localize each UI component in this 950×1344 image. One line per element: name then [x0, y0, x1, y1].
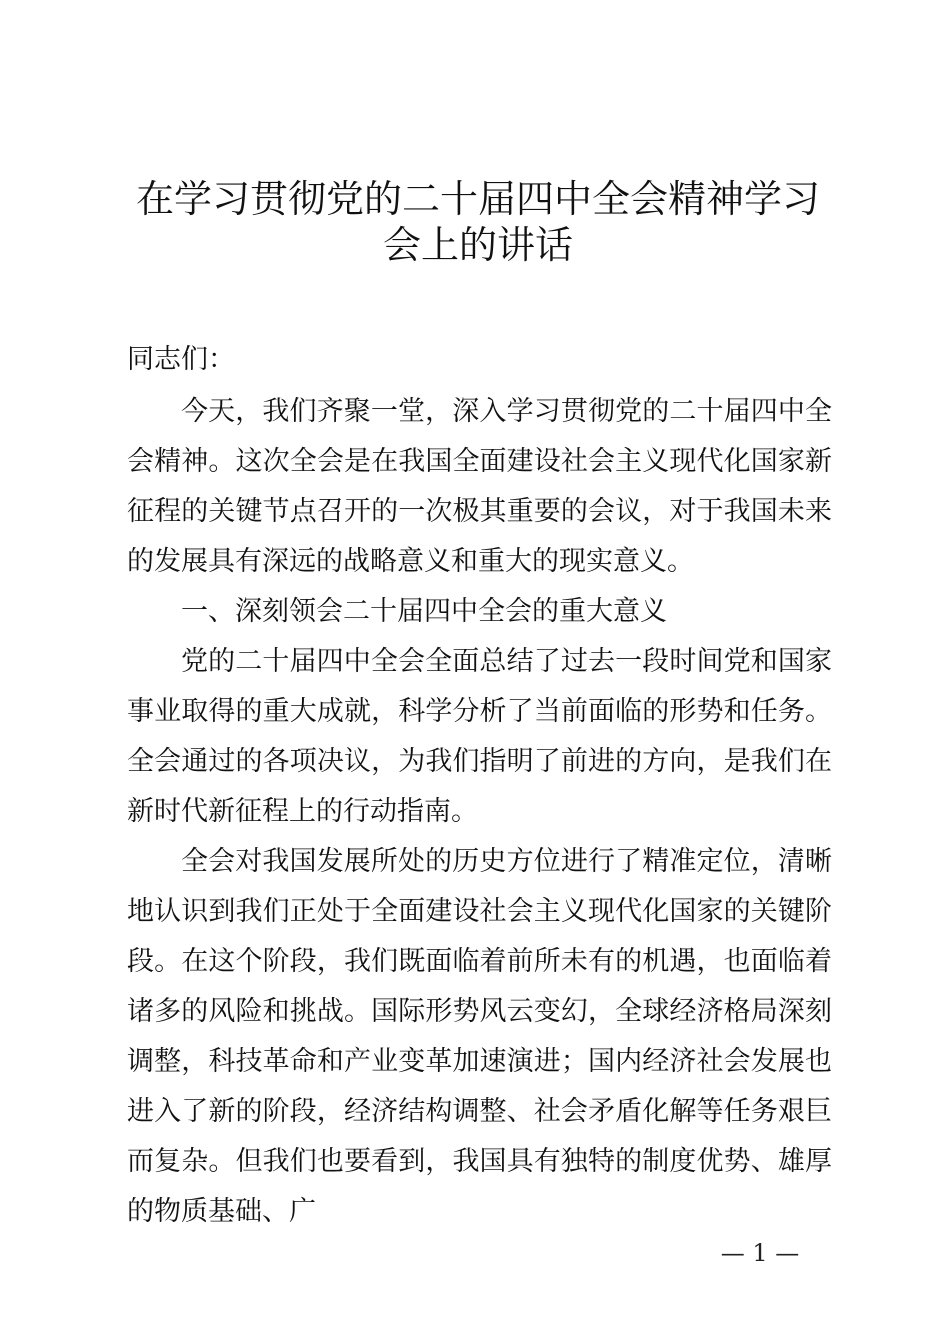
paragraph: 党的二十届四中全会全面总结了过去一段时间党和国家事业取得的重大成就，科学分析了当前面临的形势和任务。全会通过的各项决议，为我们指明了前进的方向，是我们在新时代新征程上的行动指南。	[127, 646, 832, 827]
paragraph: 今天，我们齐聚一堂，深入学习贯彻党的二十届四中全会精神。这次全会是在我国全面建设社会主义现代化国家新征程的关键节点召开的一次极其重要的会议，对于我国未来的发展具有深远的战略意义和重大的现实意义。	[127, 396, 832, 577]
document-title: 在学习贯彻党的二十届四中全会精神学习会上的讲话	[135, 177, 820, 267]
document-body	[127, 335, 832, 1237]
page-number: — 1 —	[720, 1239, 800, 1267]
paragraph: 全会对我国发展所处的历史方位进行了精准定位，清晰地认识到我们正处于全面建设社会主义现代化国家的关键阶段。在这个阶段，我们既面临着前所未有的机遇，也面临着诸多的风险和挑战。国际形势风云变幻，全球经济格局深刻调整，科技革命和产业变革加速演进；国内经济社会发展也进入了新的阶段，经济结构调整、社会矛盾化解等任务艰巨而复杂。但我们也要看到，我国具有独特的制度优势、雄厚的物质基础、广	[127, 846, 832, 1227]
greeting: 同志们：	[127, 344, 235, 375]
section-heading: 一、深刻领会二十届四中全会的重大意义	[181, 596, 667, 627]
